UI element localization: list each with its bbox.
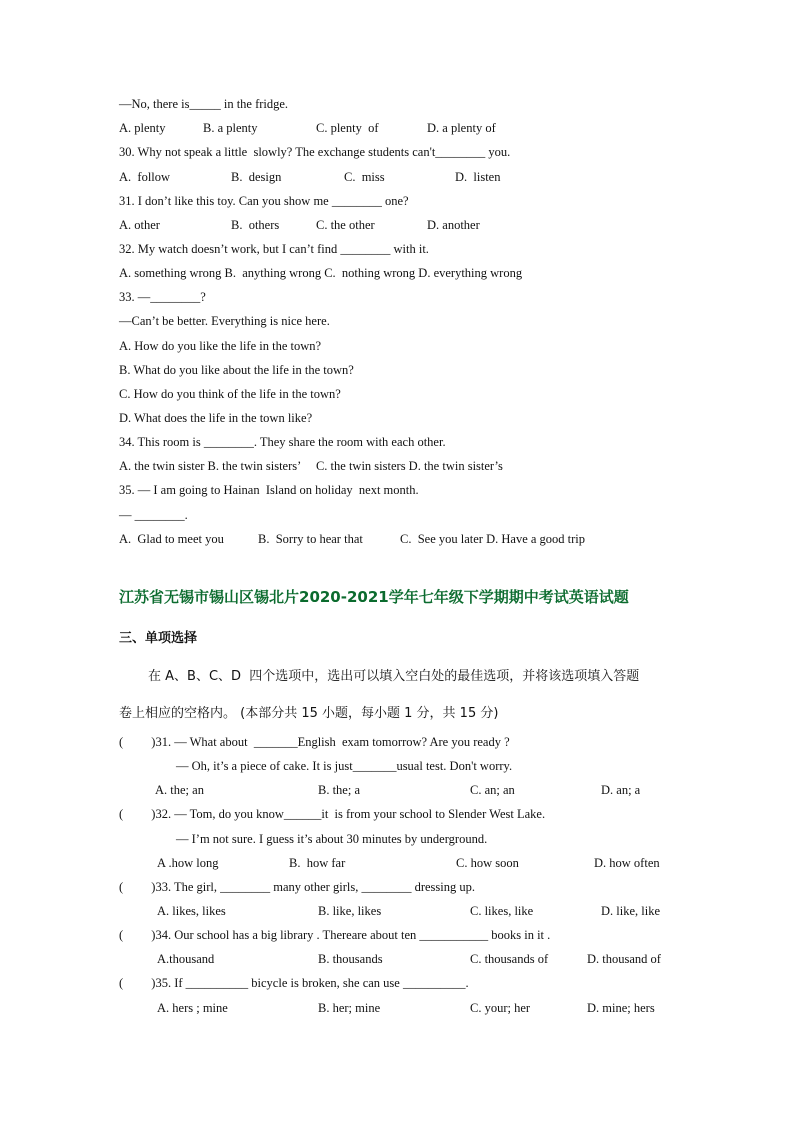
question-34: ( )34. Our school has a big library . Thereare about ten ___________ books in it .: [119, 928, 551, 942]
question-32: 32. My watch doesn’t work, but I can’t find ________ with it.: [119, 242, 429, 256]
option-c: C. your; her: [470, 1001, 531, 1015]
exam-title: 江苏省无锡市锡山区锡北片2020-2021学年七年级下学期期中考试英语试题: [119, 588, 629, 606]
option-a: A. the; an: [155, 783, 204, 797]
option-a: A. follow: [119, 170, 171, 184]
option-a: A .how long: [157, 856, 219, 870]
option-a: A. plenty: [119, 121, 166, 135]
option-b: B. the; a: [318, 783, 361, 797]
options-32: A. something wrong B. anything wrong C. nothing wrong D. everything wrong: [119, 266, 523, 280]
question-34: 34. This room is ________. They share the room with each other.: [119, 435, 446, 449]
question-35: 35. — I am going to Hainan Island on holiday next month.: [119, 483, 419, 497]
question-33: ( )33. The girl, ________ many other girls, ________ dressing up.: [119, 880, 475, 894]
option-d: D. mine; hers: [587, 1001, 655, 1015]
answer-line: — ________.: [119, 508, 188, 522]
option-d: D. an; a: [601, 783, 641, 797]
option-b: B. thousands: [318, 952, 383, 966]
question-35: ( )35. If __________ bicycle is broken, she can use __________.: [119, 976, 469, 990]
option-b: B. how far: [289, 856, 346, 870]
answer-line: — Oh, it’s a piece of cake. It is just_______usual test. Don't worry.: [176, 759, 513, 773]
options-34: A. the twin sister B. the twin sisters’ C. the twin sisters D. the twin sister’s: [119, 459, 503, 473]
option-c: C. likes, like: [470, 904, 534, 918]
option-d: D. What does the life in the town like?: [119, 411, 313, 425]
option-a: A.thousand: [157, 952, 215, 966]
answer-line: — I’m not sure. I guess it’s about 30 minutes by underground.: [176, 832, 488, 846]
option-a: A. likes, likes: [157, 904, 226, 918]
option-c: C. how soon: [456, 856, 519, 870]
option-c: C. an; an: [470, 783, 515, 797]
option-d: D. how often: [594, 856, 660, 870]
instructions-line-2: 卷上相应的空格内。 (本部分共 15 小题，每小题 1 分，共 15 分): [119, 706, 499, 721]
answer-line: —Can’t be better. Everything is nice here.: [119, 314, 330, 328]
question-31: ( )31. — What about _______English exam tomorrow? Are you ready ?: [119, 735, 510, 749]
option-c: C. thousands of: [470, 952, 549, 966]
question-31: 31. I don’t like this toy. Can you show me ________ one?: [119, 194, 409, 208]
instructions-line-1: 在 A、B、C、D 四个选项中，选出可以填入空白处的最佳选项，并将该选项填入答题: [148, 669, 640, 684]
option-a: A. Glad to meet you: [119, 532, 224, 546]
option-c: C. miss: [344, 170, 385, 184]
option-c-d: C. See you later D. Have a good trip: [400, 532, 586, 546]
option-d: D. another: [427, 218, 480, 232]
option-d: D. listen: [455, 170, 501, 184]
option-a: A. other: [119, 218, 160, 232]
question-30: 30. Why not speak a little slowly? The exchange students can't________ you.: [119, 145, 511, 159]
option-c: C. the other: [316, 218, 375, 232]
question-32: ( )32. — Tom, do you know______it is from your school to Slender West Lake.: [119, 807, 546, 821]
option-b: B. What do you like about the life in the town?: [119, 363, 354, 377]
option-b: B. Sorry to hear that: [258, 532, 363, 546]
question-line: —No, there is_____ in the fridge.: [119, 97, 289, 111]
option-b: B. her; mine: [318, 1001, 381, 1015]
option-b: B. design: [231, 170, 282, 184]
option-b: B. like, likes: [318, 904, 382, 918]
section-heading: 三、单项选择: [119, 631, 198, 646]
option-a: A. How do you like the life in the town?: [119, 339, 322, 353]
option-a: A. hers ; mine: [157, 1001, 228, 1015]
option-b: B. others: [231, 218, 280, 232]
option-c: C. plenty of: [316, 121, 379, 135]
option-d: D. like, like: [601, 904, 661, 918]
option-c: C. How do you think of the life in the town?: [119, 387, 341, 401]
option-d: D. thousand of: [587, 952, 661, 966]
option-b: B. a plenty: [203, 121, 258, 135]
question-33: 33. —________?: [119, 290, 206, 304]
option-d: D. a plenty of: [427, 121, 496, 135]
